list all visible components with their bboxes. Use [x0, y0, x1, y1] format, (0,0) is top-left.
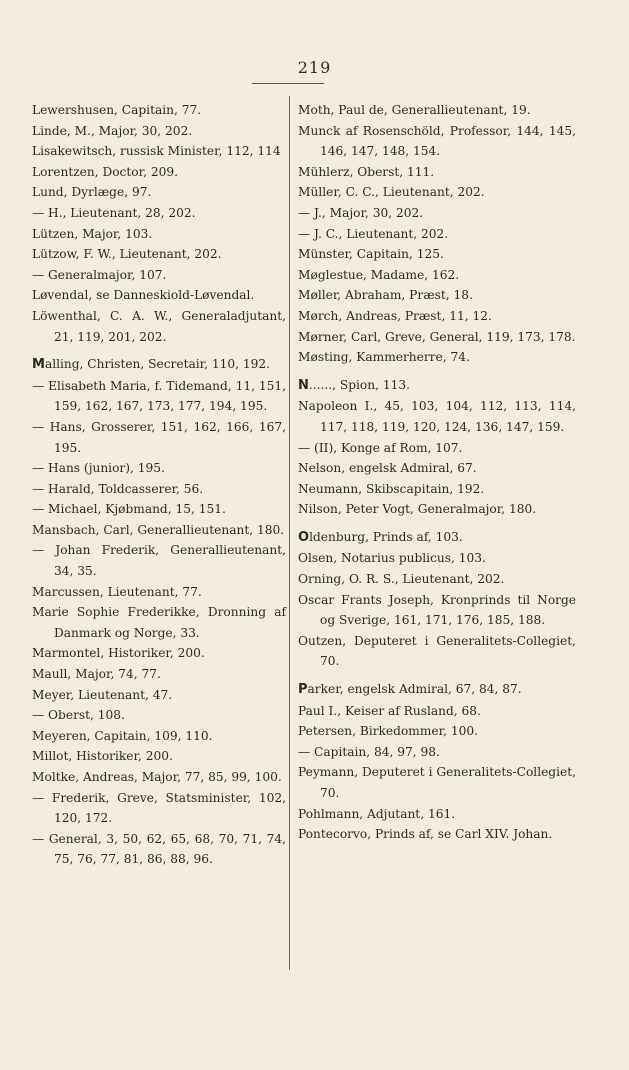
entry-text: ......, Spion, 113. [308, 377, 411, 392]
entry-text: Lützow, F. W., Lieutenant, 202. [32, 247, 222, 262]
index-entry [32, 705, 286, 726]
index-entry [298, 762, 576, 803]
index-entry [298, 590, 576, 631]
entry-text: Marcussen, Lieutenant, 77. [32, 584, 202, 599]
index-entry [32, 285, 286, 306]
index-entry [298, 569, 576, 590]
entry-text: Moltke, Andreas, Major, 77, 85, 99, 100. [32, 770, 282, 784]
entry-text: — Capitain, 84, 97, 98. [298, 744, 440, 759]
index-entry [32, 203, 286, 224]
index-entry [32, 602, 286, 643]
index-entry [32, 100, 286, 121]
entry-text: Meyer, Lieutenant, 47. [32, 687, 173, 702]
index-entry [298, 548, 576, 569]
index-entry [298, 327, 576, 348]
entry-text: Lisakewitsch, russisk Minister, 112, 114 [32, 144, 281, 159]
index-entry [298, 182, 576, 203]
section-initial: N [298, 377, 309, 393]
index-entry [298, 479, 576, 500]
index-entry [32, 499, 286, 520]
entry-text: — J., Major, 30, 202. [298, 205, 424, 220]
index-entry [32, 829, 286, 870]
index-entry [298, 721, 576, 742]
entry-text: Mørch, Andreas, Præst, 11, 12. [298, 308, 492, 323]
entry-text: Peymann, Deputeret i Generalitets-Collegiet, 70. [298, 765, 576, 800]
index-entry [32, 224, 286, 245]
section-initial: O [298, 529, 310, 545]
entry-text: Løvendal, se Danneskiold-Løvendal. [32, 288, 255, 303]
index-entry [298, 499, 576, 520]
index-entry [298, 224, 576, 245]
index-column-right [298, 100, 576, 845]
entry-text: Pohlmann, Adjutant, 161. [298, 806, 456, 821]
index-entry [298, 244, 576, 265]
index-entry [32, 582, 286, 603]
entry-text: Nilson, Peter Vogt, Generalmajor, 180. [298, 502, 537, 517]
entry-text: arker, engelsk Admiral, 67, 84, 87. [307, 682, 522, 697]
entry-text: — Oberst, 108. [32, 708, 125, 723]
index-entry [32, 726, 286, 747]
index-entry [32, 643, 286, 664]
entry-text: Marmontel, Historiker, 200. [32, 646, 205, 661]
index-entry [298, 396, 576, 437]
index-entry [298, 742, 576, 763]
index-entry [298, 347, 576, 368]
column-divider [289, 96, 290, 970]
index-entry [298, 203, 576, 224]
entry-text: Outzen, Deputeret i Generalitets-Collegiet, 70. [298, 633, 576, 669]
index-entry [32, 458, 286, 479]
entry-text: Lorentzen, Doctor, 209. [32, 164, 178, 179]
entry-text: — General, 3, 50, 62, 65, 68, 70, 71, 74, 75, 76, 77, 81, 86, 88, 96. [32, 831, 286, 867]
index-entry [298, 162, 576, 183]
entry-text: Linde, M., Major, 30, 202. [32, 123, 193, 138]
index-entry [298, 285, 576, 306]
index-entry [32, 376, 286, 417]
index-entry [298, 100, 576, 121]
entry-text: Petersen, Birkedommer, 100. [298, 724, 478, 739]
header-rule [252, 83, 324, 84]
entry-text: Moth, Paul de, Generallieutenant, 19. [298, 103, 531, 117]
entry-text: Møller, Abraham, Præst, 18. [298, 288, 473, 303]
entry-text: — Hans (junior), 195. [32, 461, 165, 476]
entry-text: Møglestue, Madame, 162. [298, 267, 460, 282]
index-entry [32, 417, 286, 458]
entry-text: Pontecorvo, Prinds af, se Carl XIV. Johan. [298, 827, 553, 842]
entry-text: Marie Sophie Frederikke, Dronning af Danmark og Norge, 33. [32, 605, 286, 640]
entry-text: — Generalmajor, 107. [32, 267, 167, 282]
entry-text: — H., Lieutenant, 28, 202. [32, 205, 196, 220]
entry-text: Lund, Dyrlæge, 97. [32, 185, 152, 200]
page-number: 219 [297, 58, 332, 77]
index-entry [32, 121, 286, 142]
index-entry [298, 375, 576, 397]
entry-text: — Johan Frederik, Generallieutenant, 34, 35. [32, 543, 286, 579]
index-entry [298, 121, 576, 162]
entry-text: Oscar Frants Joseph, Kronprinds til Norge og Sverige, 161, 171, 176, 185, 188. [298, 592, 576, 628]
entry-text: Møsting, Kammerherre, 74. [298, 350, 470, 365]
index-entry [32, 520, 286, 541]
entry-text: — J. C., Lieutenant, 202. [298, 226, 449, 241]
index-entry [32, 354, 286, 376]
index-entry [298, 306, 576, 327]
entry-text: Millot, Historiker, 200. [32, 749, 173, 764]
index-entry [32, 141, 286, 162]
entry-text: Nelson, engelsk Admiral, 67. [298, 461, 477, 476]
index-entry [32, 306, 286, 347]
index-entry [32, 182, 286, 203]
entry-text: Mühlerz, Oberst, 111. [298, 164, 435, 179]
index-entry [298, 679, 576, 701]
entry-text: — Hans, Grosserer, 151, 162, 166, 167, 195. [32, 419, 286, 455]
entry-text: — (II), Konge af Rom, 107. [298, 440, 463, 455]
index-entry [298, 438, 576, 459]
index-entry [298, 631, 576, 672]
entry-text: Mørner, Carl, Greve, General, 119, 173, 178. [298, 329, 576, 344]
section-initial: P [298, 682, 308, 698]
entry-text: Mansbach, Carl, Generallieutenant, 180. [32, 522, 285, 537]
section-initial: M [32, 357, 45, 373]
entry-text: Orning, O. R. S., Lieutenant, 202. [298, 572, 505, 587]
index-entry [32, 664, 286, 685]
index-entry [32, 746, 286, 767]
index-entry [32, 540, 286, 581]
index-entry [32, 767, 286, 788]
index-entry [32, 788, 286, 829]
entry-text: Olsen, Notarius publicus, 103. [298, 551, 486, 566]
entry-text: Munck af Rosenschöld, Professor, 144, 145, 146, 147, 148, 154. [298, 123, 576, 159]
entry-text: — Michael, Kjøbmand, 15, 151. [32, 502, 226, 517]
entry-text: — Elisabeth Maria, f. Tidemand, 11, 151, 159, 162, 167, 173, 177, 194, 195. [32, 378, 286, 414]
index-entry [32, 479, 286, 500]
index-entry [32, 244, 286, 265]
index-entry [298, 701, 576, 722]
index-entry [32, 162, 286, 183]
entry-text: — Harald, Toldcasserer, 56. [32, 481, 204, 496]
entry-text: Napoleon I., 45, 103, 104, 112, 113, 114, 117, 118, 119, 120, 124, 136, 147, 159. [298, 399, 576, 434]
entry-text: Maull, Major, 74, 77. [32, 667, 161, 682]
entry-text: alling, Christen, Secretair, 110, 192. [44, 357, 271, 372]
entry-text: Löwenthal, C. A. W., Generaladjutant, 21, 119, 201, 202. [32, 308, 286, 344]
entry-text: — Frederik, Greve, Statsminister, 102, 120, 172. [32, 790, 286, 826]
entry-text: Lützen, Major, 103. [32, 226, 153, 241]
entry-text: Meyeren, Capitain, 109, 110. [32, 728, 213, 743]
index-entry [32, 265, 286, 286]
entry-text: ldenburg, Prinds af, 103. [309, 529, 463, 544]
index-entry [32, 685, 286, 706]
entry-text: Lewershusen, Capitain, 77. [32, 103, 202, 117]
entry-text: Münster, Capitain, 125. [298, 247, 444, 262]
index-column-left [32, 100, 286, 870]
entry-text: Paul I., Keiser af Rusland, 68. [298, 703, 481, 718]
index-entry [298, 527, 576, 549]
index-entry [298, 458, 576, 479]
entry-text: Müller, C. C., Lieutenant, 202. [298, 185, 485, 200]
index-entry [298, 265, 576, 286]
entry-text: Neumann, Skibscapitain, 192. [298, 481, 485, 496]
index-entry [298, 824, 576, 845]
index-entry [298, 804, 576, 825]
